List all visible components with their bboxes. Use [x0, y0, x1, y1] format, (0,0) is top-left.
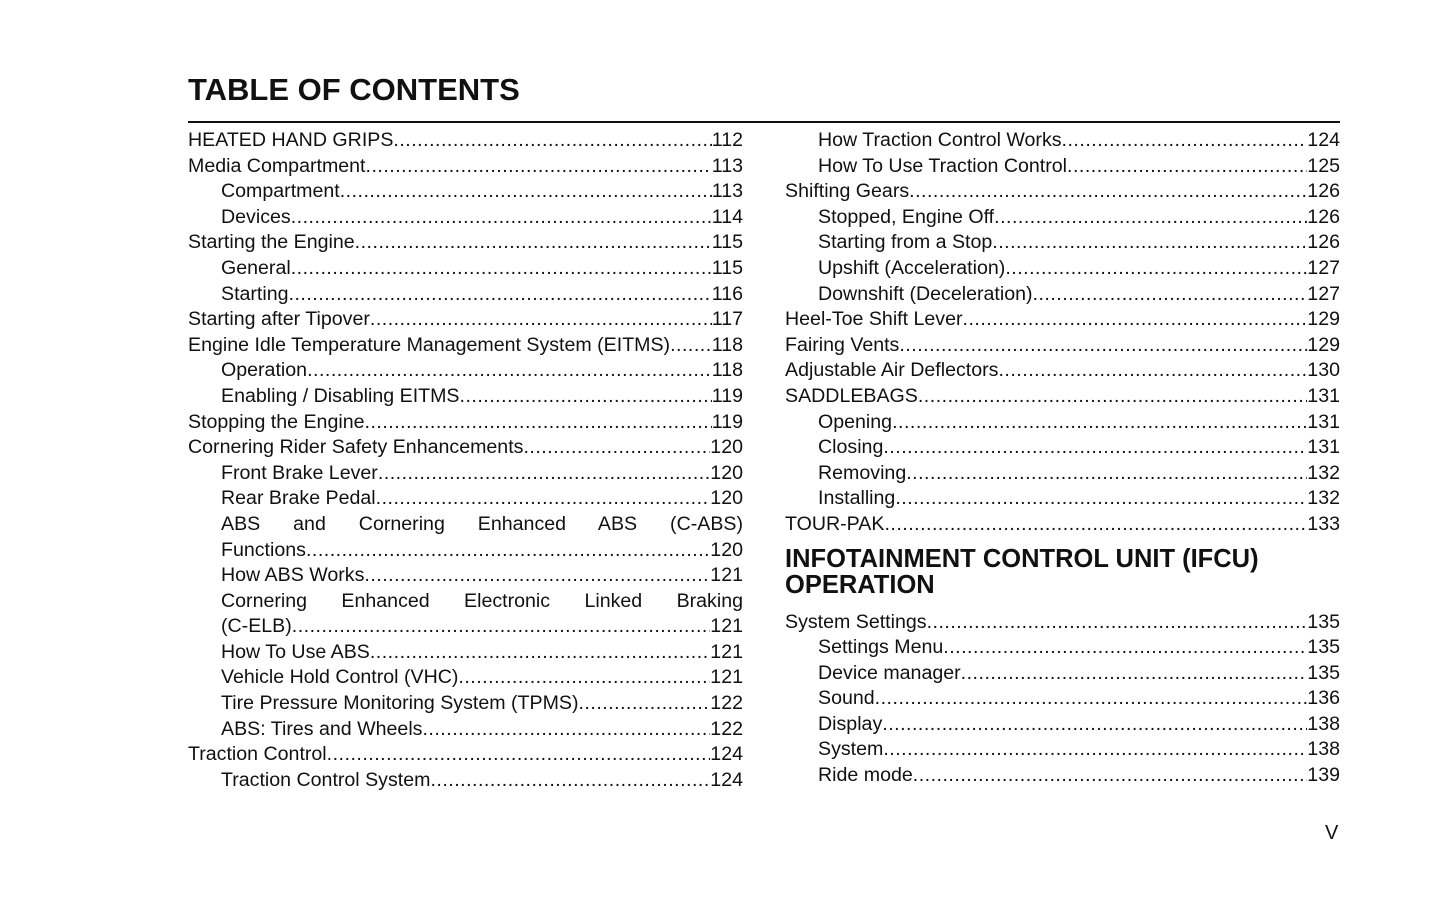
dot-leader	[927, 610, 1308, 636]
page-ref: 124	[710, 768, 743, 791]
toc-entry[interactable]: Starting after Tipover ..... 117	[188, 307, 743, 333]
dot-leader	[961, 661, 1308, 687]
toc-entry[interactable]: Engine Idle Temperature Management System (EITMS) ..... 118	[188, 333, 743, 359]
dot-leader	[364, 563, 710, 589]
toc-entry[interactable]: SADDLEBAGS ..... 131	[785, 384, 1340, 410]
toc-subentry-wrapped-line[interactable]: Cornering Enhanced Electronic Linked Braking	[221, 589, 743, 612]
dot-leader	[906, 461, 1307, 487]
page-ref: 112	[711, 129, 743, 151]
dot-leader	[292, 614, 711, 640]
toc-subentry[interactable]: Starting ..... 116	[188, 282, 743, 308]
dot-leader	[523, 435, 710, 461]
toc-entry[interactable]: Starting the Engine ..... 115	[188, 230, 743, 256]
page-ref: 127	[1307, 256, 1340, 279]
toc-subentry[interactable]: Settings Menu ..... 135	[785, 635, 1340, 661]
dot-leader	[670, 333, 712, 359]
page-ref: 120	[710, 487, 743, 510]
page-ref: 127	[1307, 282, 1340, 305]
toc-subentry[interactable]: Display ..... 138	[785, 712, 1340, 738]
dot-leader	[943, 635, 1307, 661]
dot-leader	[289, 282, 712, 308]
page-ref: 125	[1307, 154, 1340, 177]
page-ref: 115	[711, 256, 743, 279]
toc-subentry[interactable]: Closing ..... 131	[785, 435, 1340, 461]
dot-leader	[895, 486, 1307, 512]
toc-subentry[interactable]: How To Use ABS ..... 121	[188, 640, 743, 666]
dot-leader	[875, 686, 1308, 712]
page-ref: 118	[711, 359, 743, 382]
toc-subentry[interactable]: Compartment ..... 113	[188, 179, 743, 205]
dot-leader	[1005, 256, 1307, 282]
dot-leader	[1033, 282, 1308, 308]
dot-leader	[378, 461, 710, 487]
toc-subentry[interactable]: Devices ..... 114	[188, 205, 743, 231]
section-spacer	[785, 598, 1340, 610]
dot-leader	[393, 128, 711, 154]
toc-subentry[interactable]: Tire Pressure Monitoring System (TPMS) ..... 122	[188, 691, 743, 717]
dot-leader	[365, 410, 712, 436]
toc-entry[interactable]: Heel-Toe Shift Lever ..... 129	[785, 307, 1340, 333]
toc-left-column	[188, 128, 743, 793]
toc-subentry[interactable]: Device manager ..... 135	[785, 661, 1340, 687]
dot-leader	[340, 179, 712, 205]
toc-entry[interactable]: Stopping the Engine ..... 119	[188, 410, 743, 436]
toc-subentry[interactable]: (C-ELB) ..... 121	[188, 614, 743, 640]
page-ref: 113	[711, 154, 743, 177]
toc-entry[interactable]: Shifting Gears ..... 126	[785, 179, 1340, 205]
toc-entry[interactable]: Fairing Vents ..... 129	[785, 333, 1340, 359]
page-ref: 135	[1307, 636, 1340, 659]
dot-leader	[291, 256, 712, 282]
page-ref: 132	[1307, 461, 1340, 484]
dot-leader	[892, 410, 1307, 436]
toc-subentry[interactable]: Stopped, Engine Off ..... 126	[785, 205, 1340, 231]
page-ref: 129	[1307, 308, 1340, 331]
page-ref: 124	[1307, 129, 1340, 151]
title-divider	[188, 121, 1340, 123]
dot-leader	[422, 717, 710, 743]
page-ref: 122	[710, 692, 743, 715]
toc-entry[interactable]: Traction Control ..... 124	[188, 742, 743, 768]
page-ref: 139	[1307, 764, 1340, 787]
page-ref: 120	[710, 436, 743, 459]
dot-leader	[994, 205, 1307, 231]
dot-leader	[355, 230, 712, 256]
page-ref: 122	[710, 717, 743, 740]
toc-subentry[interactable]: Functions ..... 120	[188, 538, 743, 564]
dot-leader	[1062, 128, 1308, 154]
page-ref: 118	[711, 333, 743, 356]
dot-leader	[458, 665, 710, 691]
toc-subentry[interactable]: Downshift (Deceleration) ..... 127	[785, 282, 1340, 308]
page-ref: 124	[710, 743, 743, 766]
dot-leader	[998, 358, 1307, 384]
dot-leader	[918, 384, 1307, 410]
dot-leader	[370, 640, 710, 666]
toc-subentry[interactable]: Traction Control System ..... 124	[188, 768, 743, 794]
page-ref: 126	[1307, 180, 1340, 203]
page-title: TABLE OF CONTENTS	[188, 72, 520, 107]
toc-entry[interactable]: HEATED HAND GRIPS ..... 112	[188, 128, 743, 154]
page-ref: 116	[711, 282, 743, 305]
dot-leader	[291, 205, 712, 231]
page-ref: 114	[711, 205, 743, 228]
page-ref: 121	[710, 564, 743, 587]
dot-leader	[366, 154, 712, 180]
page-ref: 117	[711, 308, 743, 331]
page-ref: 138	[1307, 712, 1340, 735]
page-ref: 138	[1307, 738, 1340, 761]
toc-subentry[interactable]: System ..... 138	[785, 737, 1340, 763]
toc-subentry[interactable]: Rear Brake Pedal ..... 120	[188, 486, 743, 512]
toc-entry[interactable]: Media Compartment ..... 113	[188, 154, 743, 180]
dot-leader	[992, 230, 1307, 256]
page-ref: 132	[1307, 487, 1340, 510]
page-ref: 120	[710, 538, 743, 561]
page-ref: 135	[1307, 610, 1340, 633]
page-ref: 126	[1307, 231, 1340, 254]
page-ref: 113	[711, 180, 743, 203]
toc-subentry[interactable]: Vehicle Hold Control (VHC) ..... 121	[188, 665, 743, 691]
page-ref: 129	[1307, 333, 1340, 356]
page-ref: 120	[710, 461, 743, 484]
dot-leader	[430, 768, 710, 794]
page-ref: 121	[710, 615, 743, 638]
toc-subentry[interactable]: How To Use Traction Control ..... 125	[785, 154, 1340, 180]
toc-subentry[interactable]: Ride mode ..... 139	[785, 763, 1340, 789]
dot-leader	[909, 179, 1307, 205]
dot-leader	[460, 384, 712, 410]
toc-subentry[interactable]: How Traction Control Works ..... 124	[785, 128, 1340, 154]
toc-entry[interactable]: Cornering Rider Safety Enhancements ..... 120	[188, 435, 743, 461]
toc-subentry[interactable]: Enabling / Disabling EITMS ..... 119	[188, 384, 743, 410]
dot-leader	[307, 358, 712, 384]
toc-subentry[interactable]: Removing ..... 132	[785, 461, 1340, 487]
page-number: V	[1325, 822, 1339, 844]
page-ref: 131	[1307, 384, 1340, 407]
toc-entry[interactable]: System Settings ..... 135	[785, 610, 1340, 636]
toc-subentry[interactable]: Operation ..... 118	[188, 358, 743, 384]
section-heading: INFOTAINMENT CONTROL UNIT (IFCU) OPERATION	[785, 544, 1259, 599]
page-ref: 131	[1307, 410, 1340, 433]
toc-subentry[interactable]: Sound ..... 136	[785, 686, 1340, 712]
toc-subentry[interactable]: Starting from a Stop ..... 126	[785, 230, 1340, 256]
toc-subentry[interactable]: Opening ..... 131	[785, 410, 1340, 436]
dot-leader	[327, 742, 711, 768]
dot-leader	[882, 712, 1307, 738]
toc-subentry[interactable]: General ..... 115	[188, 256, 743, 282]
toc-subentry[interactable]: Upshift (Acceleration) ..... 127	[785, 256, 1340, 282]
dot-leader	[1067, 154, 1307, 180]
dot-leader	[899, 333, 1307, 359]
toc-subentry[interactable]: Front Brake Lever ..... 120	[188, 461, 743, 487]
dot-leader	[370, 307, 712, 333]
dot-leader	[306, 538, 710, 564]
dot-leader	[376, 486, 711, 512]
page-ref: 130	[1307, 359, 1340, 382]
page-ref: 121	[710, 640, 743, 663]
dot-leader	[883, 435, 1307, 461]
page-ref: 133	[1307, 512, 1340, 535]
toc-subentry-wrapped-line[interactable]: ABS and Cornering Enhanced ABS (C-ABS)	[221, 512, 743, 535]
page-ref: 135	[1307, 661, 1340, 684]
page-ref: 131	[1307, 436, 1340, 459]
toc-right-column	[785, 128, 1340, 789]
page-ref: 126	[1307, 205, 1340, 228]
toc-subentry[interactable]: Installing ..... 132	[785, 486, 1340, 512]
page-ref: 119	[711, 410, 743, 433]
dot-leader	[578, 691, 710, 717]
dot-leader	[913, 763, 1308, 789]
toc-subentry[interactable]: ABS: Tires and Wheels ..... 122	[188, 717, 743, 743]
page-ref: 119	[711, 384, 743, 407]
dot-leader	[884, 512, 1307, 538]
page-ref: 115	[711, 231, 743, 254]
toc-entry[interactable]: TOUR-PAK ..... 133	[785, 512, 1340, 538]
dot-leader	[883, 737, 1307, 763]
toc-entry[interactable]: Adjustable Air Deflectors ..... 130	[785, 358, 1340, 384]
page-ref: 121	[710, 666, 743, 689]
dot-leader	[963, 307, 1308, 333]
toc-subentry[interactable]: How ABS Works ..... 121	[188, 563, 743, 589]
page-ref: 136	[1307, 687, 1340, 710]
